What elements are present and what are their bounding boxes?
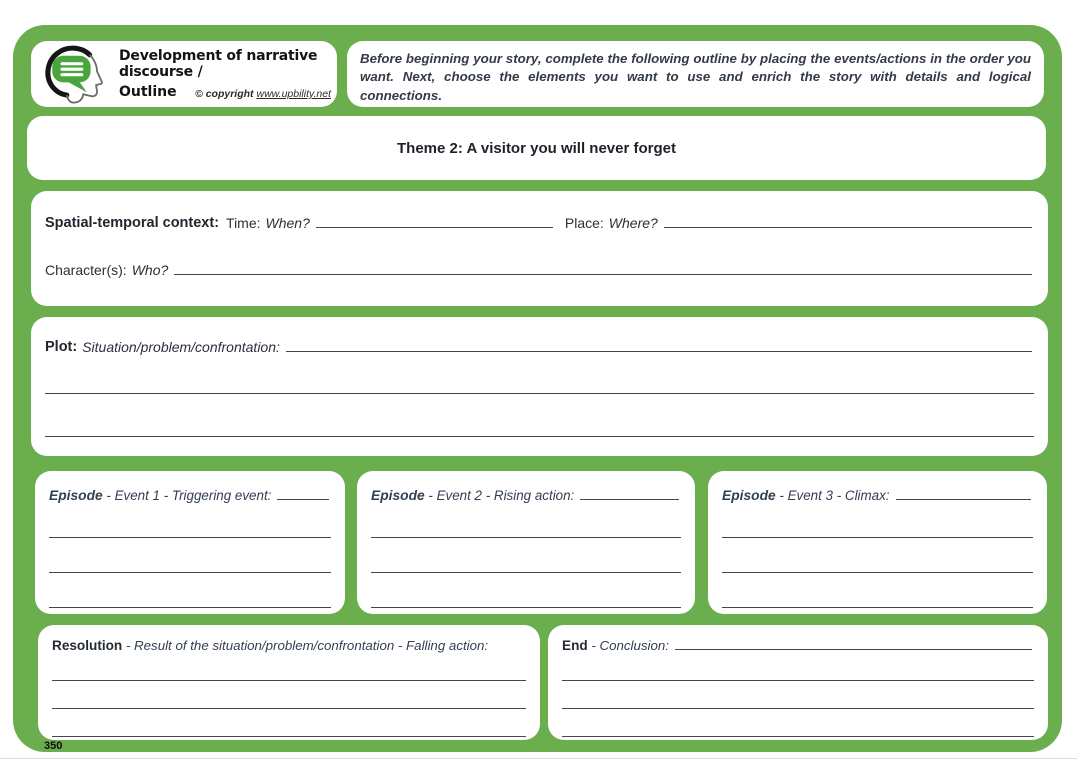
episode-3-write-line: [722, 537, 1033, 538]
end-label: End: [562, 638, 588, 653]
episode-3-prompt: - Event 3 - Climax:: [775, 488, 890, 503]
end-write-line: [562, 680, 1034, 681]
character-write-line: [174, 274, 1032, 275]
episode-1-write-line: [277, 499, 329, 500]
copyright-prefix: © copyright: [195, 88, 254, 100]
plot-title-row: [45, 339, 1034, 355]
episode-3-title-row: [722, 488, 1033, 503]
end-write-line: [675, 649, 1032, 650]
episode-1-write-line: [49, 572, 331, 573]
episode-2-label: Episode: [371, 488, 425, 503]
end-prompt: - Conclusion:: [587, 638, 669, 653]
place-label: Place:: [564, 215, 604, 231]
episode-1-title-row: [49, 488, 331, 503]
place-write-line: [664, 227, 1032, 228]
time-write-line: [316, 227, 553, 228]
logo-title-panel: [31, 41, 337, 107]
instructions-panel: [347, 41, 1044, 107]
theme-panel: [27, 116, 1046, 180]
context-panel: [31, 191, 1048, 306]
resolution-panel: [38, 625, 540, 740]
resolution-write-line: [52, 680, 526, 681]
episode-2-write-line: [580, 499, 679, 500]
plot-panel: [31, 317, 1048, 456]
end-write-line: [562, 736, 1034, 737]
plot-prompt: Situation/problem/confrontation:: [82, 339, 280, 355]
theme-title: Theme 2: A visitor you will never forget: [397, 139, 676, 157]
place-prompt: Where?: [608, 215, 658, 231]
context-row-character: [45, 262, 1034, 278]
resolution-write-line: [52, 708, 526, 709]
episode-2-panel: [357, 471, 695, 614]
end-write-line: [562, 708, 1034, 709]
resolution-title-row: [52, 638, 526, 653]
plot-write-line: [45, 393, 1034, 394]
episode-1-write-line: [49, 607, 331, 608]
episode-2-write-line: [371, 537, 681, 538]
character-label: Character(s):: [45, 262, 127, 278]
episode-2-write-line: [371, 572, 681, 573]
end-title-row: [562, 638, 1034, 653]
instructions-text: Before beginning your story, complete the following outline by placing the events/actions in the order you want. Next, choose the elements you want to use and enrich the story with details and logical connections.: [360, 51, 1031, 103]
head-speech-bubble-icon: [37, 43, 115, 107]
episode-1-prompt: - Event 1 - Triggering event:: [102, 488, 272, 503]
episode-2-title-row: [371, 488, 681, 503]
episode-3-label: Episode: [722, 488, 776, 503]
plot-write-line: [286, 351, 1032, 352]
end-panel: [548, 625, 1048, 740]
context-row-time-place: [45, 215, 1034, 231]
plot-write-line: [45, 436, 1034, 437]
time-label: Time:: [226, 215, 261, 231]
context-label: Spatial-temporal context:: [45, 215, 220, 231]
episode-1-label: Episode: [49, 488, 103, 503]
episode-3-write-line: [722, 607, 1033, 608]
episode-2-prompt: - Event 2 - Rising action:: [424, 488, 575, 503]
episode-3-write-line: [896, 499, 1031, 500]
character-prompt: Who?: [131, 262, 169, 278]
episode-1-write-line: [49, 537, 331, 538]
episode-1-panel: [35, 471, 345, 614]
episode-2-write-line: [371, 607, 681, 608]
resolution-prompt: - Result of the situation/problem/confrontation - Falling action:: [122, 638, 489, 653]
upbility-link[interactable]: www.upbility.net: [256, 88, 331, 100]
title-line1: Development of narrative discourse /: [119, 48, 318, 80]
episode-3-panel: [708, 471, 1047, 614]
title-line2: Outline: [119, 84, 177, 100]
window-bottom-edge: [0, 758, 1077, 759]
worksheet-title: [119, 48, 331, 100]
plot-label: Plot:: [45, 339, 78, 355]
copyright-note: [195, 88, 331, 100]
resolution-label: Resolution: [52, 638, 123, 653]
episode-3-write-line: [722, 572, 1033, 573]
resolution-write-line: [52, 736, 526, 737]
time-prompt: When?: [265, 215, 310, 231]
page-number: 350: [44, 740, 63, 752]
